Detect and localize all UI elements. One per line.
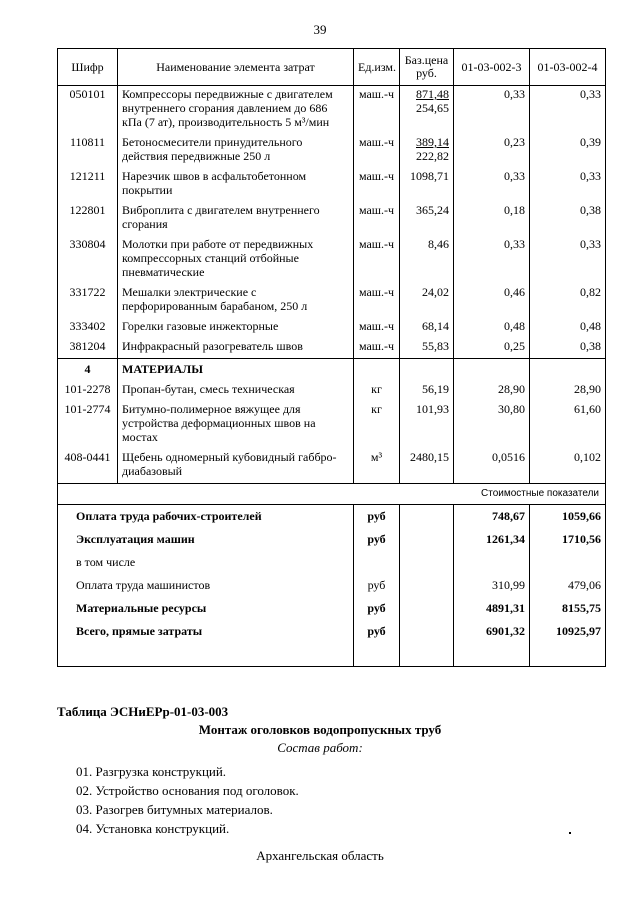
work-item: 01. Разгрузка конструкций. [76,764,227,779]
summary-unit: руб [354,528,400,551]
cost-table [57,48,606,667]
row-unit: м³ [354,449,400,484]
table-bottom-row [58,643,606,667]
summary-unit: руб [354,505,400,529]
next-table-title: Таблица ЭСНиЕРр-01-03-003 [57,704,229,719]
row-name: Инфракрасный разогреватель швов [118,338,354,359]
row-value-col1: 0,33 [454,168,530,202]
summary-value-col2 [530,551,606,574]
table-row [58,381,606,401]
table-row [58,284,606,318]
summary-value-col1 [454,551,530,574]
row-price: 2480,15 [400,449,454,484]
row-unit: кг [354,401,400,449]
summary-price-empty [400,551,454,574]
scan-dot [569,832,571,834]
summary-name: Эксплуатация машин [58,528,354,551]
row-value-col2: 0,102 [530,449,606,484]
row-price [400,318,454,338]
section-row-materials [58,359,606,382]
row-value-col1: 0,25 [454,338,530,359]
summary-row [58,620,606,643]
header-col2: 01-03-002-4 [530,49,606,86]
row-code: 122801 [58,202,118,236]
row-price [400,134,454,168]
region-footer: Архангельская область [256,848,384,863]
work-item: 04. Установка конструкций. [76,821,230,836]
summary-unit: руб [354,620,400,643]
row-code: 050101 [58,86,118,135]
page-number: 39 [313,22,327,37]
table-body [58,86,606,667]
row-code: 408-0441 [58,449,118,484]
row-unit: маш.-ч [354,202,400,236]
summary-value-col1: 748,67 [454,505,530,529]
row-value-col2: 0,38 [530,338,606,359]
header-unit: Ед.изм. [354,49,400,86]
table-row [58,318,606,338]
row-price: 56,19 [400,381,454,401]
row-unit: маш.-ч [354,86,400,135]
row-unit: маш.-ч [354,284,400,318]
row-value-col1: 0,48 [454,318,530,338]
row-unit: маш.-ч [354,318,400,338]
row-code: 333402 [58,318,118,338]
row-code: 121211 [58,168,118,202]
work-item: 02. Устройство основания под оголовок. [76,783,299,798]
row-name: Горелки газовые инжекторные [118,318,354,338]
table-row [58,202,606,236]
summary-price-empty [400,597,454,620]
summary-row [58,574,606,597]
row-code: 110811 [58,134,118,168]
row-value-col1: 0,18 [454,202,530,236]
work-subtitle: Состав работ: [277,740,363,755]
header-price: Баз.цена руб. [400,49,454,86]
row-code: 381204 [58,338,118,359]
row-value-col2: 0,33 [530,86,606,135]
row-price [400,168,454,202]
work-item: 03. Разогрев битумных материалов. [76,802,273,817]
row-price-top: 365,24 [416,203,449,217]
header-name: Наименование элемента затрат [118,49,354,86]
row-value-col1: 0,23 [454,134,530,168]
row-value-col2: 0,39 [530,134,606,168]
summary-value-col2: 8155,75 [530,597,606,620]
bottom-empty-name [58,643,354,667]
section-price-empty [400,359,454,382]
row-value-col1: 0,33 [454,236,530,284]
row-unit: маш.-ч [354,134,400,168]
row-value-col1: 0,0516 [454,449,530,484]
summary-value-col1: 1261,34 [454,528,530,551]
table-row [58,338,606,359]
table-row [58,449,606,484]
bottom-empty-price [400,643,454,667]
row-price-top: 871,48 [416,87,449,101]
row-price-top: 68,14 [422,319,449,333]
row-name: Пропан-бутан, смесь техническая [118,381,354,401]
summary-row [58,597,606,620]
cost-label-row [58,484,606,505]
row-code: 331722 [58,284,118,318]
row-price-top: 1098,71 [410,169,449,183]
summary-value-col1: 6901,32 [454,620,530,643]
cost-indicators-label: Стоимостные показатели [58,484,606,505]
section-unit-empty [354,359,400,382]
table-header-row [58,49,606,86]
row-price-top: 24,02 [422,285,449,299]
row-value-col1: 0,46 [454,284,530,318]
summary-price-empty [400,528,454,551]
section-col2-empty [530,359,606,382]
row-price-top: 389,14 [416,135,449,149]
header-col1: 01-03-002-3 [454,49,530,86]
row-code: 101-2278 [58,381,118,401]
summary-value-col2: 1710,56 [530,528,606,551]
summary-value-col2: 10925,97 [530,620,606,643]
bottom-empty-col2 [530,643,606,667]
row-value-col2: 0,33 [530,236,606,284]
summary-name: в том числе [58,551,354,574]
row-unit: маш.-ч [354,236,400,284]
row-price [400,338,454,359]
row-price-bottom: 222,82 [416,149,449,163]
summary-row [58,551,606,574]
row-price [400,284,454,318]
row-value-col2: 0,48 [530,318,606,338]
summary-name: Оплата труда рабочих-строителей [58,505,354,529]
summary-value-col1: 4891,31 [454,597,530,620]
table-row [58,168,606,202]
row-unit: маш.-ч [354,338,400,359]
section-code: 4 [58,359,118,382]
summary-value-col1: 310,99 [454,574,530,597]
row-price [400,86,454,135]
summary-unit: руб [354,574,400,597]
bottom-empty-col1 [454,643,530,667]
row-price-top: 55,83 [422,339,449,353]
row-value-col1: 0,33 [454,86,530,135]
table-row [58,401,606,449]
row-value-col2: 0,38 [530,202,606,236]
summary-price-empty [400,620,454,643]
row-name: Бетоносмесители принудительного действия передвижные 250 л [118,134,354,168]
work-title: Монтаж оголовков водопропускных труб [198,722,442,737]
row-name: Щебень одномерный кубовидный габбро-диабазовый [118,449,354,484]
table-row [58,236,606,284]
summary-value-col2: 479,06 [530,574,606,597]
row-name: Виброплита с двигателем внутреннего сгорания [118,202,354,236]
row-unit: кг [354,381,400,401]
row-name: Молотки при работе от передвижных компрессорных станций отбойные пневматические [118,236,354,284]
summary-value-col2: 1059,66 [530,505,606,529]
row-code: 330804 [58,236,118,284]
table-row [58,134,606,168]
row-name: Битумно-полимерное вяжущее для устройства деформационных швов на мостах [118,401,354,449]
row-value-col2: 28,90 [530,381,606,401]
row-value-col2: 0,33 [530,168,606,202]
summary-row [58,505,606,529]
row-unit: маш.-ч [354,168,400,202]
summary-unit: руб [354,597,400,620]
works-list [76,762,299,838]
summary-unit [354,551,400,574]
row-value-col2: 0,82 [530,284,606,318]
row-price [400,202,454,236]
table-row [58,86,606,135]
row-price-bottom: 254,65 [416,101,449,115]
row-name: Нарезчик швов в асфальтобетонном покрытии [118,168,354,202]
row-code: 101-2774 [58,401,118,449]
summary-name: Оплата труда машинистов [58,574,354,597]
row-price-top: 8,46 [428,237,449,251]
row-name: Компрессоры передвижные с двигателем внутреннего сгорания давлением до 686 кПа (7 ат), производительность 5 м³/мин [118,86,354,135]
summary-price-empty [400,574,454,597]
row-value-col2: 61,60 [530,401,606,449]
summary-name: Всего, прямые затраты [58,620,354,643]
summary-name: Материальные ресурсы [58,597,354,620]
row-price [400,236,454,284]
section-col1-empty [454,359,530,382]
row-name: Мешалки электрические с перфорированным барабаном, 250 л [118,284,354,318]
row-price: 101,93 [400,401,454,449]
summary-price-empty [400,505,454,529]
row-value-col1: 28,90 [454,381,530,401]
section-name: МАТЕРИАЛЫ [118,359,354,382]
summary-row [58,528,606,551]
header-code: Шифр [58,49,118,86]
row-value-col1: 30,80 [454,401,530,449]
bottom-empty-unit [354,643,400,667]
